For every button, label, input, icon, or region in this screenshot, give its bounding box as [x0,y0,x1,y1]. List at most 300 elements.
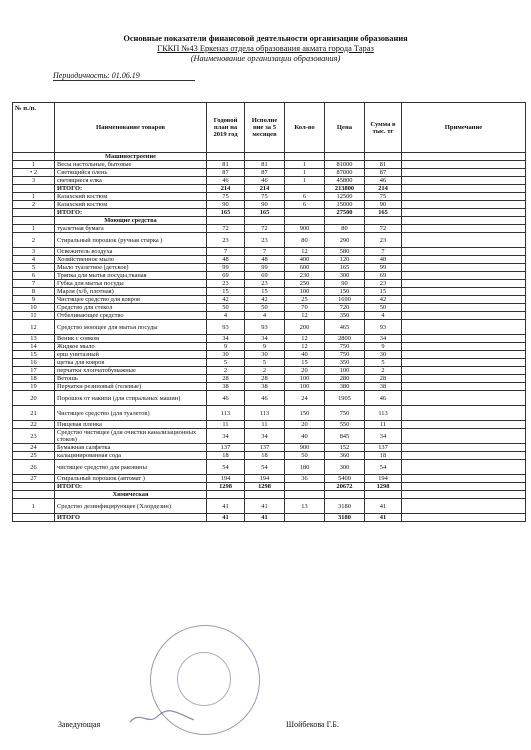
cell-note [402,304,526,312]
cell-name: Марля (х/б, плотная) [55,288,207,296]
cell-note [402,452,526,460]
cell-n: 1 [13,193,55,201]
cell-price: 81000 [325,161,365,169]
cell-name: туалетная бумага [55,225,207,233]
cell-n: 24 [13,444,55,452]
cell-name: чистящее средство для раковины [55,460,207,475]
cell-price: 80 [325,225,365,233]
table-row [13,296,526,304]
cell-plan: 48 [207,256,245,264]
table-row [13,233,526,248]
cell-name: Пищевая пленка [55,421,207,429]
cell-note [402,483,526,491]
cell-name: Весы настольные, бытовые [55,161,207,169]
cell-qty: 12 [285,343,325,351]
cell-note [402,288,526,296]
cell-note [402,256,526,264]
cell-qty: 36 [285,475,325,483]
cell-sum: 41 [365,514,402,522]
cell-note [402,185,526,193]
cell-price: 580 [325,248,365,256]
cell-note [402,161,526,169]
cell-plan: 11 [207,421,245,429]
cell-price: 100 [325,367,365,375]
table-row [13,406,526,421]
cell-plan: 41 [207,499,245,514]
cell-plan: 46 [207,391,245,406]
col-header-plan: Годовой план на 2019 год [207,103,245,153]
cell-sum: 214 [365,185,402,193]
cell-name: Веник с совком [55,335,207,343]
cell-price: 290 [325,233,365,248]
cell-plan: 28 [207,375,245,383]
cell-note [402,272,526,280]
cell-sum: 46 [365,391,402,406]
cell-qty: 100 [285,383,325,391]
cell-plan: 93 [207,320,245,335]
cell-plan: 15 [207,288,245,296]
total-row [13,209,526,217]
cell-qty: 50 [285,452,325,460]
cell-sum: 42 [365,296,402,304]
cell-name: Казахский костюм [55,201,207,209]
cell-exec: 41 [245,499,285,514]
cell-n: 2 [13,201,55,209]
cell-n: 1 [13,225,55,233]
cell-price: 150 [325,288,365,296]
cell-exec: 42 [245,296,285,304]
cell-qty: 13 [285,499,325,514]
cell-price: 1690 [325,296,365,304]
cell-note [402,383,526,391]
cell-note [402,312,526,320]
section-header-row [13,217,526,225]
cell-qty: 900 [285,444,325,452]
cell-note [402,406,526,421]
cell-price: 45800 [325,177,365,185]
cell-qty: 20 [285,421,325,429]
cell-exec: 69 [245,272,285,280]
cell-exec: 15 [245,288,285,296]
cell-qty: 25 [285,296,325,304]
cell-name: ИТОГО [55,514,207,522]
cell-price: 1905 [325,391,365,406]
cell-name: Средство чистящее (для очистки канализационных стоков) [55,429,207,444]
table-row [13,383,526,391]
cell-price: 380 [325,383,365,391]
cell-plan: 42 [207,296,245,304]
cell-qty: 1 [285,177,325,185]
cell-price: 213800 [325,185,365,193]
cell-exec: 7 [245,248,285,256]
cell-n: 16 [13,359,55,367]
cell-name: Перчатки резиновый (гелевые) [55,383,207,391]
section-title: Машиностроение [55,153,207,161]
cell-sum: 46 [365,177,402,185]
cell-name: ИТОГО: [55,209,207,217]
cell-exec: 9 [245,343,285,351]
cell-note [402,514,526,522]
col-header-exec: Исполне ние за 5 месяцев [245,103,285,153]
cell-exec: 34 [245,335,285,343]
cell-plan: 194 [207,475,245,483]
cell-qty: 400 [285,256,325,264]
cell-plan: 9 [207,343,245,351]
cell-qty [285,483,325,491]
cell-exec: 46 [245,177,285,185]
table-row [13,225,526,233]
cell-n: 15 [13,351,55,359]
cell-price: 15000 [325,201,365,209]
cell-n: • 2 [13,169,55,177]
cell-qty: 1 [285,169,325,177]
cell-exec: 4 [245,312,285,320]
cell-n: 25 [13,452,55,460]
cell-sum: 41 [365,499,402,514]
cell-price: 550 [325,421,365,429]
cell-sum: 34 [365,335,402,343]
cell-n [13,209,55,217]
cell-note [402,193,526,201]
period-line: Периодичность: 01.06.19 [53,71,195,81]
cell-exec: 2 [245,367,285,375]
table-row [13,351,526,359]
table-row [13,475,526,483]
cell-n: 7 [13,280,55,288]
cell-name: Стиральный порошок (автомат ) [55,475,207,483]
cell-qty: 80 [285,233,325,248]
cell-price: 360 [325,452,365,460]
cell-name: ИТОГО: [55,185,207,193]
cell-name: ерш унитазный [55,351,207,359]
cell-qty: 15 [285,359,325,367]
cell-sum: 137 [365,444,402,452]
table-row [13,201,526,209]
cell-note [402,169,526,177]
cell-note [402,444,526,452]
cell-sum: 99 [365,264,402,272]
cell-name: Чистящее средство (для туалетов) [55,406,207,421]
cell-qty: 900 [285,225,325,233]
cell-plan: 7 [207,248,245,256]
cell-exec: 194 [245,475,285,483]
cell-n [13,483,55,491]
cell-plan: 75 [207,193,245,201]
cell-n: 10 [13,304,55,312]
cell-n: 23 [13,429,55,444]
table-row [13,359,526,367]
cell-plan: 69 [207,272,245,280]
cell-plan: 30 [207,351,245,359]
cell-n: 4 [13,256,55,264]
cell-n: 27 [13,475,55,483]
cell-qty [285,185,325,193]
cell-name: Ветошь [55,375,207,383]
cell-price: 87000 [325,169,365,177]
cell-sum: 93 [365,320,402,335]
cell-plan: 2 [207,367,245,375]
cell-note [402,264,526,272]
cell-plan: 50 [207,304,245,312]
cell-name: кальцинированная сода [55,452,207,460]
cell-exec: 90 [245,201,285,209]
table-row [13,312,526,320]
cell-price: 465 [325,320,365,335]
table-row [13,375,526,383]
cell-n: 13 [13,335,55,343]
cell-sum: 50 [365,304,402,312]
cell-sum: 165 [365,209,402,217]
cell-n: 17 [13,367,55,375]
cell-sum: 4 [365,312,402,320]
cell-sum: 69 [365,272,402,280]
cell-price: 3180 [325,514,365,522]
cell-name: Жидкое мыло [55,343,207,351]
cell-n: 21 [13,406,55,421]
cell-note [402,460,526,475]
cell-plan: 81 [207,161,245,169]
total-row [13,514,526,522]
cell-note [402,351,526,359]
cell-name: Стиральный порошок (ручная стирка ) [55,233,207,248]
cell-exec: 28 [245,375,285,383]
cell-sum: 2 [365,367,402,375]
cell-name: ИТОГО: [55,483,207,491]
cell-qty [285,514,325,522]
section-header-row [13,491,526,499]
cell-qty: 20 [285,367,325,375]
cell-exec: 81 [245,161,285,169]
cell-name: Хозяйственное мыло [55,256,207,264]
cell-qty: 12 [285,312,325,320]
cell-plan: 72 [207,225,245,233]
cell-sum: 30 [365,351,402,359]
table-row [13,391,526,406]
table-row [13,193,526,201]
cell-qty: 100 [285,375,325,383]
cell-sum: 75 [365,193,402,201]
cell-exec: 30 [245,351,285,359]
cell-price: 350 [325,359,365,367]
cell-sum: 90 [365,201,402,209]
cell-n: 3 [13,248,55,256]
cell-plan: 46 [207,177,245,185]
table-row [13,335,526,343]
cell-note [402,343,526,351]
cell-exec: 113 [245,406,285,421]
signature-name: Шойбекова Г.Б. [286,720,339,729]
cell-name: Порошок от накипи (для стиральных машин) [55,391,207,406]
cell-note [402,296,526,304]
cell-exec: 41 [245,514,285,522]
cell-price: 845 [325,429,365,444]
cell-exec: 72 [245,225,285,233]
cell-plan: 23 [207,280,245,288]
table-row [13,169,526,177]
col-header-price: Цена [325,103,365,153]
cell-note [402,233,526,248]
section-header-row [13,153,526,161]
doc-title: Основные показатели финансовой деятельности организации образования [123,34,408,43]
cell-plan: 18 [207,452,245,460]
cell-plan: 214 [207,185,245,193]
cell-exec: 34 [245,429,285,444]
cell-qty: 250 [285,280,325,288]
cell-note [402,209,526,217]
table-row [13,343,526,351]
cell-name: Тряпка для мытья посуды,тканая [55,272,207,280]
table-row [13,444,526,452]
cell-plan: 113 [207,406,245,421]
org-name: ГККП №43 Еркеназ отдела образования акмата города Тараз [157,44,374,53]
cell-name: Казахский костюм [55,193,207,201]
cell-price: 20672 [325,483,365,491]
cell-sum: 9 [365,343,402,351]
cell-qty: 24 [285,391,325,406]
cell-plan: 165 [207,209,245,217]
table-row [13,161,526,169]
cell-n: 2 [13,233,55,248]
cell-price: 750 [325,351,365,359]
cell-price: 280 [325,375,365,383]
cell-name: Отбеливающее средство [55,312,207,320]
cell-plan: 99 [207,264,245,272]
cell-exec: 137 [245,444,285,452]
table-row [13,499,526,514]
table-row [13,177,526,185]
cell-price: 750 [325,343,365,351]
cell-price: 300 [325,272,365,280]
cell-name: Светящийся олень [55,169,207,177]
cell-n: 12 [13,320,55,335]
cell-qty: 6 [285,193,325,201]
cell-price: 165 [325,264,365,272]
cell-qty: 230 [285,272,325,280]
cell-price: 27500 [325,209,365,217]
signature-mark [128,708,198,728]
cell-qty: 600 [285,264,325,272]
cell-exec: 214 [245,185,285,193]
cell-exec: 54 [245,460,285,475]
financial-table [12,102,526,522]
cell-sum: 23 [365,280,402,288]
cell-plan: 5 [207,359,245,367]
cell-sum: 23 [365,233,402,248]
col-header-name: Наименование товаров [55,103,207,153]
total-row [13,483,526,491]
cell-note [402,421,526,429]
cell-price: 2800 [325,335,365,343]
total-row [13,185,526,193]
cell-exec: 165 [245,209,285,217]
cell-n: 11 [13,312,55,320]
cell-price: 152 [325,444,365,452]
cell-note [402,201,526,209]
cell-plan: 54 [207,460,245,475]
cell-note [402,248,526,256]
cell-qty: 200 [285,320,325,335]
cell-n: 18 [13,375,55,383]
cell-exec: 99 [245,264,285,272]
cell-price: 5400 [325,475,365,483]
header-row [13,103,526,153]
cell-plan: 137 [207,444,245,452]
col-header-sum: Сумма в тыс. тг [365,103,402,153]
cell-plan: 41 [207,514,245,522]
cell-exec: 18 [245,452,285,460]
cell-note [402,375,526,383]
cell-n [13,185,55,193]
col-header-qty: Кол-во [285,103,325,153]
cell-plan: 1298 [207,483,245,491]
table-row [13,320,526,335]
cell-exec: 93 [245,320,285,335]
cell-price: 3180 [325,499,365,514]
cell-name: Чистящее средство для ковров [55,296,207,304]
cell-plan: 4 [207,312,245,320]
cell-name: Освежитель воздуха [55,248,207,256]
col-header-number: № п./п. [13,103,55,153]
table-row [13,304,526,312]
cell-sum: 72 [365,225,402,233]
cell-exec: 87 [245,169,285,177]
table-body [13,153,526,522]
cell-n: 14 [13,343,55,351]
section-title: Моющие средства [55,217,207,225]
cell-price: 300 [325,460,365,475]
cell-qty: 70 [285,304,325,312]
cell-price: 90 [325,280,365,288]
cell-qty: 12 [285,248,325,256]
cell-n: 1 [13,161,55,169]
cell-exec: 23 [245,233,285,248]
cell-plan: 90 [207,201,245,209]
cell-exec: 48 [245,256,285,264]
cell-note [402,225,526,233]
cell-sum: 54 [365,460,402,475]
cell-note [402,359,526,367]
cell-sum: 87 [365,169,402,177]
cell-name: Средство для стекол [55,304,207,312]
cell-note [402,499,526,514]
cell-qty: 150 [285,406,325,421]
cell-price: 12500 [325,193,365,201]
cell-sum: 11 [365,421,402,429]
cell-name: перчатки хлопчатобумажные [55,367,207,375]
cell-exec: 38 [245,383,285,391]
cell-n: 3 [13,177,55,185]
cell-note [402,367,526,375]
cell-note [402,177,526,185]
cell-n [13,514,55,522]
cell-sum: 18 [365,452,402,460]
cell-plan: 34 [207,429,245,444]
cell-note [402,335,526,343]
cell-sum: 113 [365,406,402,421]
table-row [13,264,526,272]
cell-name: Губка для мытья посуды [55,280,207,288]
cell-qty: 6 [285,201,325,209]
table-row [13,452,526,460]
cell-name: Мыло туалетное (детское) [55,264,207,272]
cell-exec: 5 [245,359,285,367]
cell-qty [285,209,325,217]
cell-n: 8 [13,288,55,296]
cell-note [402,280,526,288]
cell-price: 120 [325,256,365,264]
cell-price: 750 [325,406,365,421]
cell-n: 20 [13,391,55,406]
